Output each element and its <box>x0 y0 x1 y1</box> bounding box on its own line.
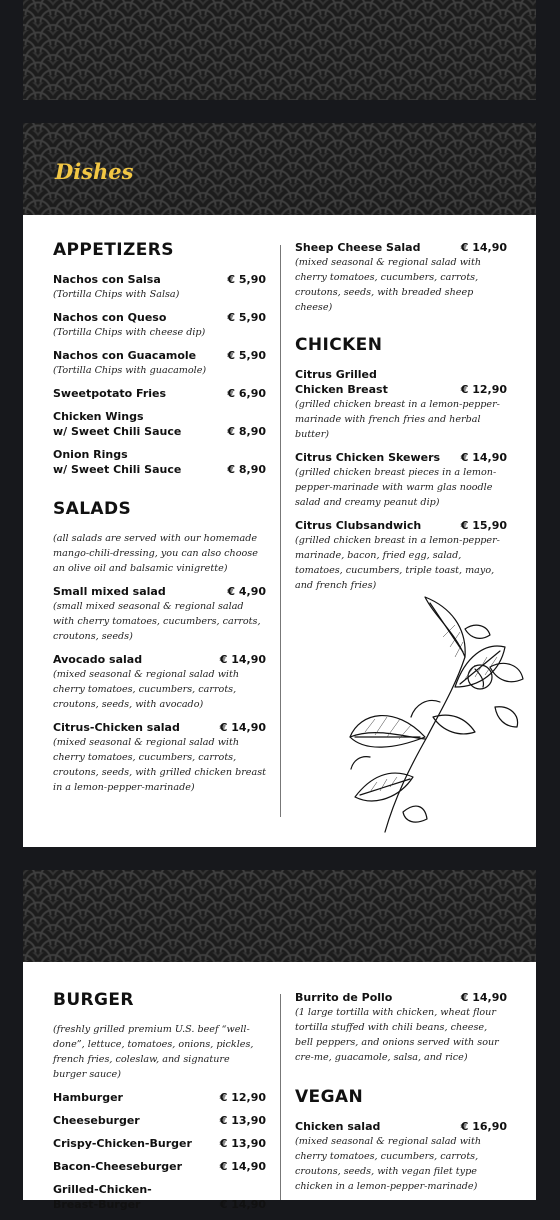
column-divider-1 <box>280 245 281 817</box>
menu-item-name: Small mixed salad <box>53 585 166 598</box>
menu-item-name: Citrus Clubsandwich <box>295 519 422 532</box>
menu-item-name: Cheeseburger <box>53 1114 140 1127</box>
menu-item-row <box>53 584 266 599</box>
menu-item-description: (mixed seasonal & regional salad with cherry tomatoes, cucumbers, carrots, croutons, seeds, with avocado) <box>53 669 240 710</box>
menu-item-row <box>53 1159 266 1174</box>
appetizers-list <box>53 272 266 477</box>
column-divider-2 <box>280 994 281 1200</box>
menu-item <box>295 518 507 593</box>
menu-item-description: (grilled chicken breast pieces in a lemon-pepper-marinade with warm glas noodle salad and creamy peanut dip) <box>295 467 497 508</box>
menu-item-name: Grilled-Chicken- Breast-Burger <box>53 1183 152 1211</box>
appetizers-heading: APPETIZERS <box>53 240 174 260</box>
menu-item-row <box>295 1119 507 1134</box>
chicken-heading: CHICKEN <box>295 335 383 355</box>
menu-item <box>53 447 266 477</box>
menu-item-row <box>295 240 507 255</box>
salads-list <box>53 584 266 795</box>
menu-item-description: (mixed seasonal & regional salad with cherry tomatoes, cucumbers, carrots, croutons, seeds, with breaded sheep cheese) <box>295 257 482 313</box>
menu-item-name: Sweetpotato Fries <box>53 387 167 400</box>
menu-item-row <box>53 409 266 439</box>
left-column-1 <box>53 240 266 803</box>
menu-item-description: (Tortilla Chips with Salsa) <box>53 289 180 300</box>
menu-item-row <box>53 1113 266 1128</box>
menu-item-row <box>53 1182 266 1212</box>
menu-item-name: Chicken Wings w/ Sweet Chili Sauce <box>53 410 182 438</box>
menu-page-2 <box>23 962 536 1211</box>
menu-item-name: Bacon-Cheeseburger <box>53 1160 183 1173</box>
menu-page-1 <box>23 215 536 847</box>
menu-item-price: € 15,90 <box>460 519 507 532</box>
menu-item-row <box>295 367 507 397</box>
burger-list <box>53 1090 266 1212</box>
menu-item-row <box>53 720 266 735</box>
menu-item <box>53 1113 266 1128</box>
menu-item-price: € 13,90 <box>219 1137 266 1150</box>
menu-item-description: (mixed seasonal & regional salad with cherry tomatoes, cucumbers, carrots, croutons, seeds, with vegan filet type chicken in a lemon-pepper-marinade) <box>295 1136 482 1192</box>
menu-item <box>295 990 507 1065</box>
menu-item-description: (small mixed seasonal & regional salad with cherry tomatoes, cucumbers, carrots, croutons, seeds) <box>53 601 261 642</box>
menu-item-price: € 14,90 <box>460 991 507 1004</box>
menu-item <box>295 1119 507 1194</box>
menu-item-row <box>53 1090 266 1105</box>
top-pattern-band <box>23 0 536 100</box>
menu-item-price: € 13,90 <box>219 1114 266 1127</box>
menu-item-row <box>53 1136 266 1151</box>
menu-item <box>295 450 507 510</box>
menu-item-row <box>295 518 507 533</box>
menu-item-description: (grilled chicken breast in a lemon-pepper-marinade with french fries and herbal butter) <box>295 399 500 440</box>
burrito-list <box>295 990 507 1065</box>
menu-item-name: Avocado salad <box>53 653 143 666</box>
menu-item-row <box>53 348 266 363</box>
menu-item-name: Sheep Cheese Salad <box>295 241 421 254</box>
right-column-1 <box>295 240 507 601</box>
menu-item-price: € 5,90 <box>227 349 266 362</box>
menu-item-row <box>53 272 266 287</box>
menu-item <box>53 652 266 712</box>
menu-item <box>53 1136 266 1151</box>
menu-item-price: € 8,90 <box>227 463 266 476</box>
menu-item-name: Chicken salad <box>295 1120 381 1133</box>
menu-item <box>53 348 266 378</box>
menu-item-name: Citrus Grilled Chicken Breast <box>295 368 388 396</box>
menu-item-price: € 14,90 <box>219 1160 266 1173</box>
menu-item-row <box>295 450 507 465</box>
menu-item-name: Burrito de Pollo <box>295 991 393 1004</box>
menu-item-name: Crispy-Chicken-Burger <box>53 1137 192 1150</box>
menu-item-description: (grilled chicken breast in a lemon-pepper-marinade, bacon, fried egg, salad, tomatoes, cucumbers, triple toast, mayo, and french fries) <box>295 535 500 591</box>
menu-item-price: € 12,90 <box>219 1091 266 1104</box>
menu-item-name: Citrus Chicken Skewers <box>295 451 441 464</box>
menu-item <box>295 240 507 315</box>
menu-item-price: € 5,90 <box>227 273 266 286</box>
chicken-list <box>295 367 507 593</box>
salads-note: (all salads are served with our homemade mango-chili-dressing, you can also choose an olive oil and balsamic vinigrette) <box>53 533 258 574</box>
menu-item <box>53 310 266 340</box>
menu-item-price: € 14,90 <box>219 721 266 734</box>
menu-item-name: Nachos con Salsa <box>53 273 161 286</box>
menu-item-description: (Tortilla Chips with guacamole) <box>53 365 207 376</box>
menu-item-row <box>53 652 266 667</box>
menu-item-description: (1 large tortilla with chicken, wheat flour tortilla stuffed with chili beans, cheese, bell peppers, and onions served with sour cre-me, guacamole, salsa, and rice) <box>295 1007 499 1063</box>
menu-item-price: € 8,90 <box>227 425 266 438</box>
vegan-heading: VEGAN <box>295 1087 364 1107</box>
menu-item-description: (mixed seasonal & regional salad with cherry tomatoes, cucumbers, carrots, croutons, seeds, with grilled chicken breast in a lemon-pepper-marinade) <box>53 737 266 793</box>
menu-item-price: € 16,90 <box>460 1120 507 1133</box>
menu-item-price: € 14,90 <box>219 653 266 666</box>
menu-item <box>53 1159 266 1174</box>
menu-item-name: Hamburger <box>53 1091 123 1104</box>
menu-item-name: Nachos con Queso <box>53 311 167 324</box>
menu-item <box>53 386 266 401</box>
section-title: Dishes <box>55 159 134 184</box>
menu-item-price: € 14,90 <box>219 1198 266 1211</box>
menu-item-price: € 14,90 <box>460 241 507 254</box>
menu-item <box>53 584 266 644</box>
menu-item-price: € 6,90 <box>227 387 266 400</box>
salads-heading: SALADS <box>53 499 132 519</box>
second-header-band <box>23 870 536 962</box>
burger-note: (freshly grilled premium U.S. beef “well-done”, lettuce, tomatoes, onions, pickles, french fries, coleslaw, and signature burger sauce) <box>53 1024 254 1080</box>
menu-item <box>53 720 266 795</box>
menu-item-name: Nachos con Guacamole <box>53 349 197 362</box>
right-column-2 <box>295 990 507 1202</box>
menu-item <box>53 1182 266 1212</box>
menu-item-row <box>53 310 266 325</box>
menu-item-row <box>53 447 266 477</box>
menu-item-row <box>295 990 507 1005</box>
burger-heading: BURGER <box>53 990 134 1010</box>
menu-item-name: Citrus-Chicken salad <box>53 721 180 734</box>
menu-item <box>295 367 507 442</box>
dishes-header-band <box>23 123 536 215</box>
menu-item-price: € 12,90 <box>460 383 507 396</box>
menu-item <box>53 1090 266 1105</box>
menu-item-name: Onion Rings w/ Sweet Chili Sauce <box>53 448 182 476</box>
menu-item-description: (Tortilla Chips with cheese dip) <box>53 327 206 338</box>
menu-item <box>53 272 266 302</box>
menu-item-price: € 14,90 <box>460 451 507 464</box>
vegan-list <box>295 1119 507 1194</box>
menu-item-row <box>53 386 266 401</box>
sheep-cheese-list <box>295 240 507 315</box>
menu-item-price: € 4,90 <box>227 585 266 598</box>
citrus-blossom-branch-illustration <box>315 587 525 835</box>
menu-item <box>53 409 266 439</box>
menu-item-price: € 5,90 <box>227 311 266 324</box>
left-column-2 <box>53 990 266 1220</box>
